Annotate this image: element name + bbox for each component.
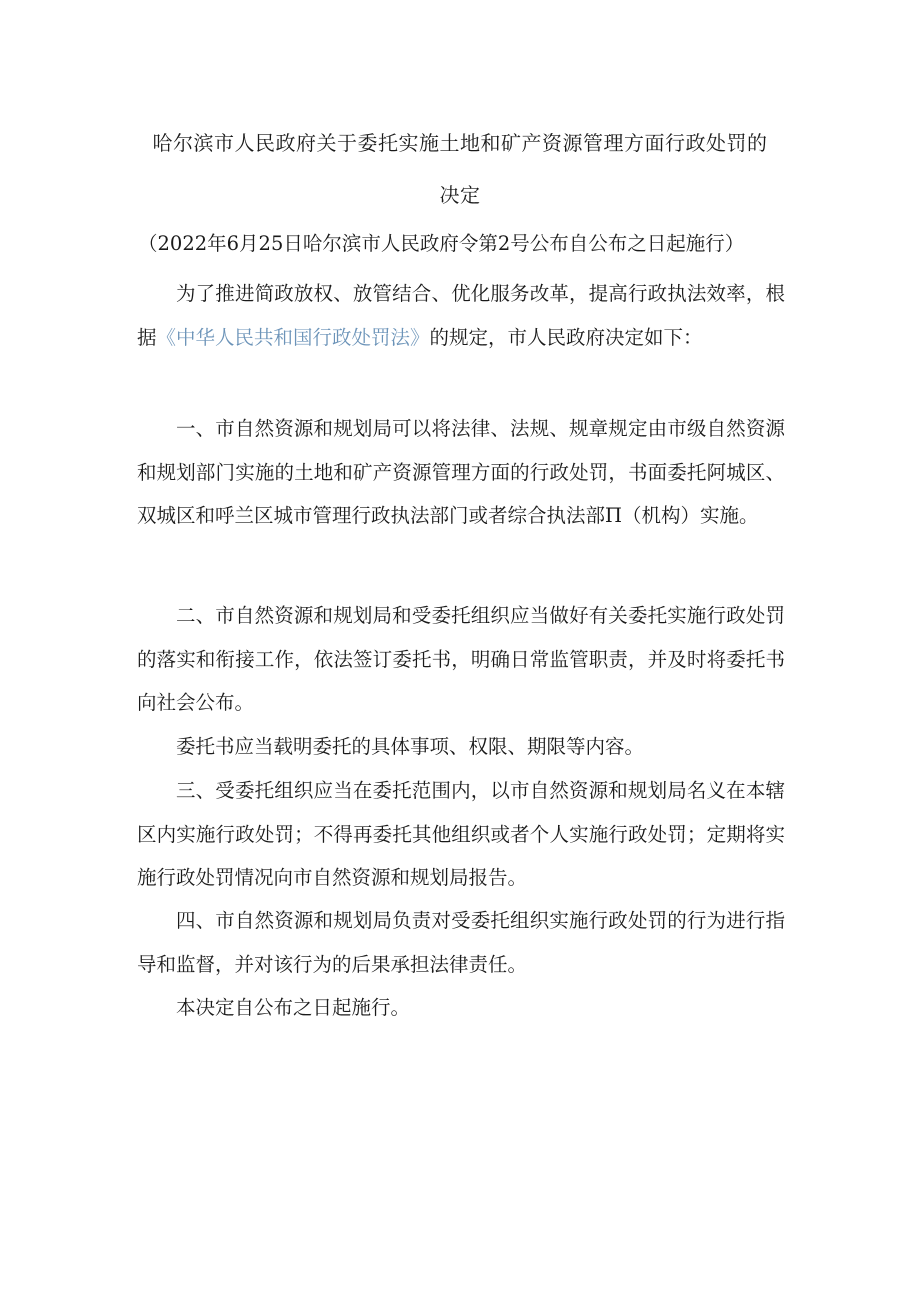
document-title-line1: 哈尔滨市人民政府关于委托实施土地和矿产资源管理方面行政处罚的 (152, 131, 768, 155)
article-paragraph: 四、市自然资源和规划局负责对受委托组织实施行政处罚的行为进行指导和监督，并对该行为的后果承担法律责任。 (137, 909, 785, 976)
article-paragraph: 三、受委托组织应当在委托范围内，以市自然资源和规划局名义在本辖区内实施行政处罚；不得再委托其他组织或者个人实施行政处罚；定期将实施行政处罚情况向市自然资源和规划局报告。 (137, 779, 785, 889)
intro-text-before: 为了推进简政放权、放管结合、优化服务改革，提高行政执法效率，根据 (137, 282, 785, 349)
document-title-line2: 决定 (439, 183, 481, 207)
law-link[interactable]: 《中华人民共和国行政处罚法》 (156, 325, 430, 349)
article-paragraph: 委托书应当载明委托的具体事项、权限、期限等内容。 (176, 735, 645, 758)
document-subtitle: （2022年6月25日哈尔滨市人民政府令第2号公布自公布之日起施行） (138, 232, 745, 255)
article-paragraph: 二、市自然资源和规划局和受委托组织应当做好有关委托实施行政处罚的落实和衔接工作，依法签订委托书，明确日常监管职责，并及时将委托书向社会公布。 (137, 604, 785, 714)
intro-text-after: 的规定，市人民政府决定如下： (429, 325, 703, 349)
article-paragraph: 本决定自公布之日起施行。 (176, 996, 411, 1019)
article-paragraph: 一、市自然资源和规划局可以将法律、法规、规章规定由市级自然资源和规划部门实施的土地和矿产资源管理方面的行政处罚，书面委托阿城区、双城区和呼兰区城市管理行政执法部门或者综合执法部Π（机构）实施。 (137, 417, 785, 527)
intro-paragraph (137, 272, 785, 359)
